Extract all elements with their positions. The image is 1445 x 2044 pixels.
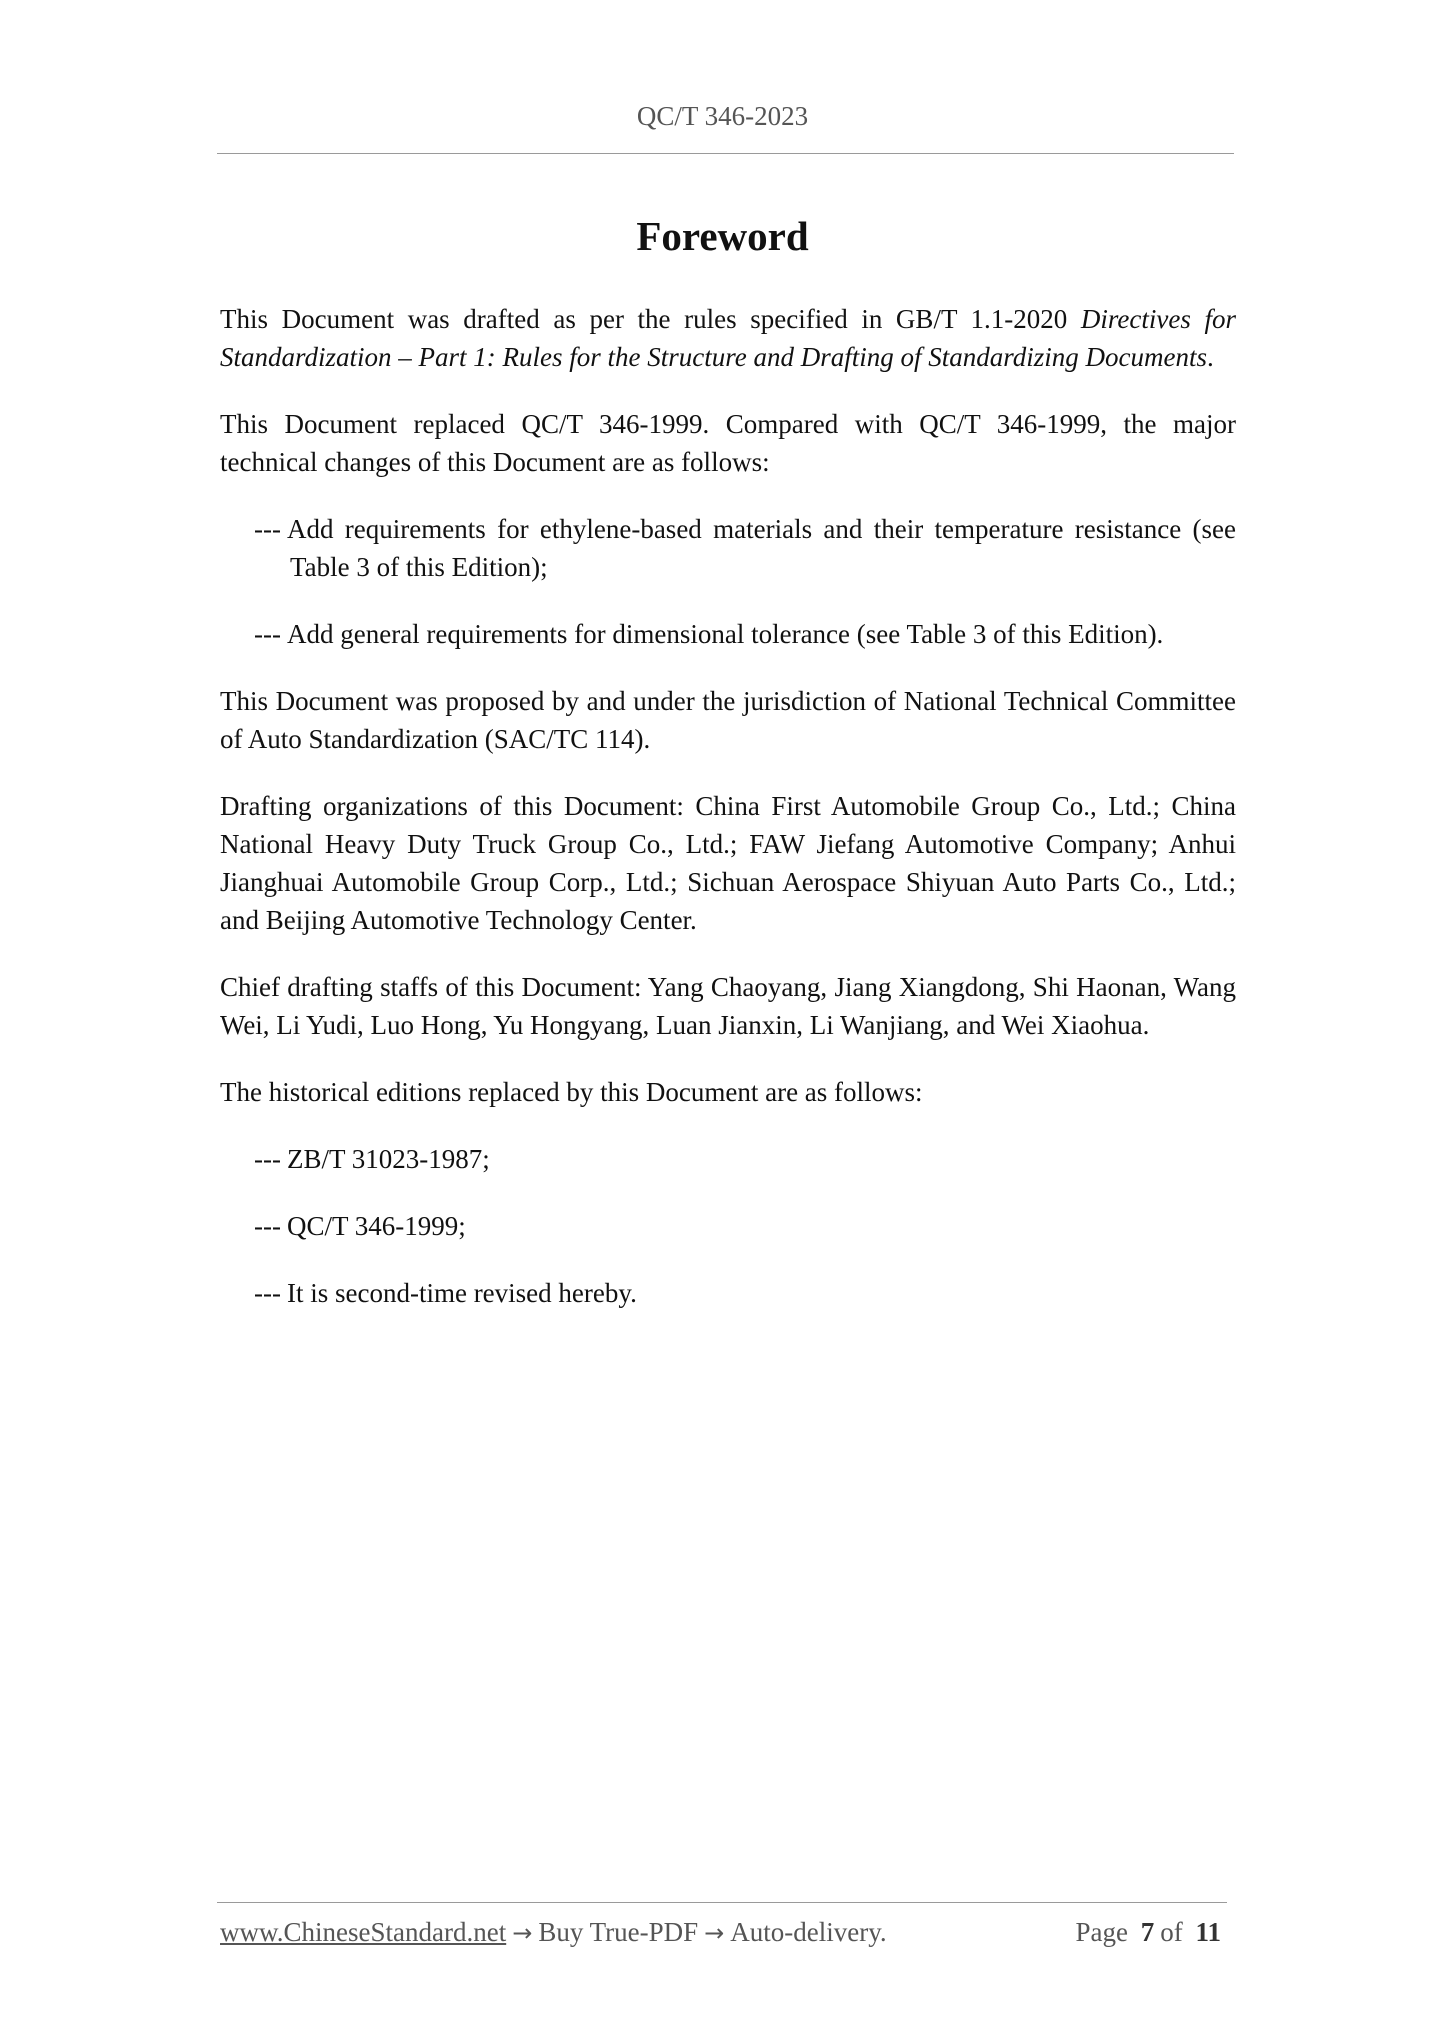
- paragraph-jurisdiction: This Document was proposed by and under the jurisdiction of National Technical Committee of Auto Standardization (SAC/TC 114).: [220, 686, 1236, 754]
- history-1-text: ZB/T 31023-1987;: [286, 1144, 490, 1174]
- list-item-history-1: [254, 1140, 1236, 1178]
- history-3-text: It is second-time revised hereby.: [286, 1278, 637, 1308]
- change-1-text: Add requirements for ethylene-based materials and their temperature resistance (see Table 3 of this Edition);: [286, 514, 1236, 582]
- paragraph-historical-editions: The historical editions replaced by this Document are as follows:: [220, 1077, 923, 1107]
- paragraph-drafting-rules: [220, 300, 1236, 376]
- arrow-right-icon: →: [704, 1919, 725, 1947]
- paragraph-drafting-staff: Chief drafting staffs of this Document: Yang Chaoyang, Jiang Xiangdong, Shi Haonan, Wang Wei, Li Yudi, Luo Hong, Yu Hongyang, Luan Jianxin, Li Wanjiang, and Wei Xiaohua.: [220, 972, 1236, 1040]
- directives-title: Directives for Standardization – Part 1: Rules for the Structure and Drafting of Standardizing Documents: [220, 304, 1236, 372]
- auto-delivery-text: Auto-delivery.: [730, 1917, 887, 1947]
- list-item-change-2: [254, 615, 1236, 653]
- list-item-change-1: [254, 510, 1236, 586]
- list-item-history-3: [254, 1274, 1236, 1312]
- page-total: 11: [1195, 1917, 1221, 1947]
- buy-true-pdf-text: Buy True-PDF: [538, 1917, 699, 1947]
- site-link[interactable]: www.ChineseStandard.net: [220, 1917, 507, 1947]
- footer-divider: [217, 1902, 1227, 1903]
- header-divider: [217, 153, 1234, 154]
- history-2-text: QC/T 346-1999;: [286, 1211, 466, 1241]
- list-item-history-2: [254, 1207, 1236, 1245]
- arrow-right-icon: →: [512, 1919, 533, 1947]
- page-current: 7: [1140, 1917, 1155, 1947]
- bullet-marker: ---: [254, 514, 281, 544]
- page-of-label: of: [1160, 1917, 1183, 1947]
- drafting-rules-end: .: [1206, 342, 1214, 372]
- bullet-marker: ---: [254, 1144, 281, 1174]
- drafting-rules-text: This Document was drafted as per the rules specified in GB/T 1.1-2020: [220, 304, 1081, 334]
- page-title: Foreword: [636, 213, 809, 259]
- header-standard-code: QC/T 346-2023: [636, 101, 809, 131]
- change-2-text: Add general requirements for dimensional tolerance (see Table 3 of this Edition).: [286, 619, 1164, 649]
- page-label: Page: [1075, 1917, 1128, 1947]
- foreword-body: [220, 300, 1236, 1341]
- paragraph-replacement: This Document replaced QC/T 346-1999. Compared with QC/T 346-1999, the major technical changes of this Document are as follows:: [220, 409, 1236, 477]
- paragraph-drafting-organizations: Drafting organizations of this Document: China First Automobile Group Co., Ltd.; China National Heavy Duty Truck Group Co., Ltd.; FAW Jiefang Automotive Company; Anhui Jianghuai Automobile Group Corp., Ltd.; Sichuan Aerospace Shiyuan Auto Parts Co., Ltd.; and Beijing Automotive Technology Center.: [220, 791, 1236, 935]
- page-number: [1076, 1917, 1228, 1948]
- bullet-marker: ---: [254, 1211, 281, 1241]
- bullet-marker: ---: [254, 619, 281, 649]
- footer-promo: [220, 1917, 887, 1948]
- bullet-marker: ---: [254, 1278, 281, 1308]
